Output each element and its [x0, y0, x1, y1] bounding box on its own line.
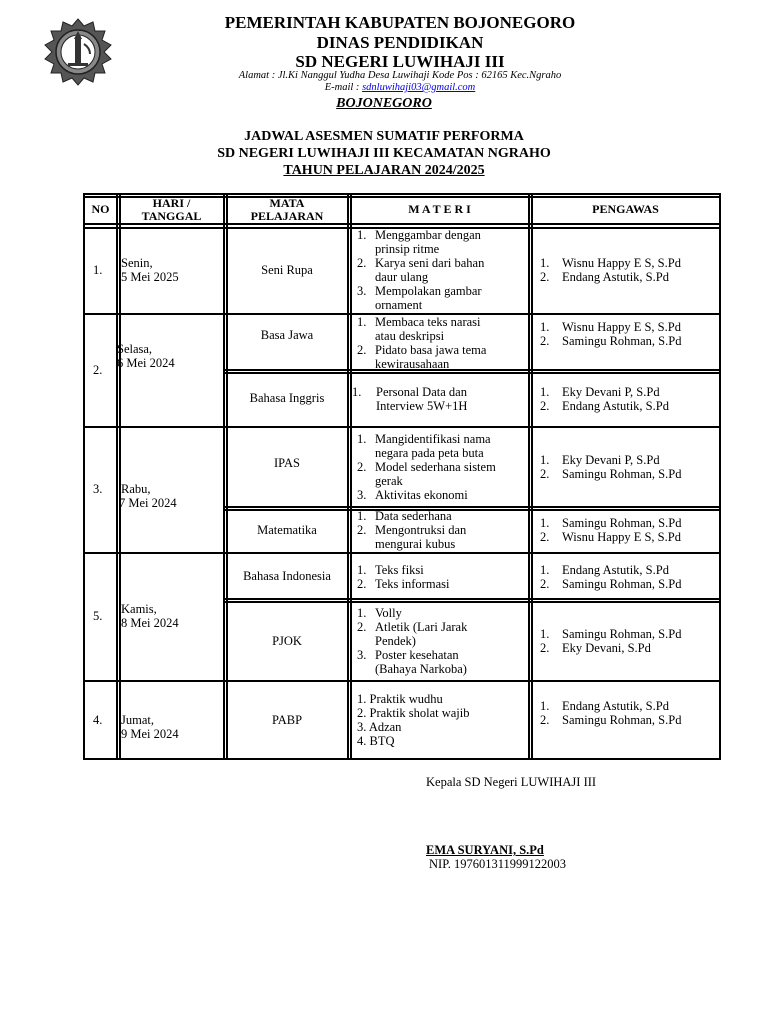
- material-text: BTQ: [369, 734, 395, 748]
- header-school: SD NEGERI LUWIHAJI III: [295, 52, 505, 71]
- material-item: [357, 734, 527, 748]
- subject-name: Matematika: [257, 523, 317, 537]
- subject-name: Basa Jawa: [260, 328, 314, 342]
- material-list: [357, 606, 527, 676]
- date: 7 Mei 2024: [119, 496, 177, 510]
- table-border-left: [83, 193, 85, 760]
- supervisor-number: 2.: [540, 641, 550, 655]
- material-list: [357, 432, 527, 502]
- day-name: Kamis,: [121, 602, 157, 616]
- supervisor-item: [540, 334, 718, 348]
- supervisor-item: [540, 563, 718, 577]
- subrow-divider: [223, 601, 721, 603]
- material-text: Data sederhana: [375, 509, 452, 523]
- material-list: [357, 228, 527, 312]
- material-text: kewirausahaan: [375, 357, 450, 371]
- supervisor-list: [540, 627, 718, 655]
- subject-name: Seni Rupa: [261, 263, 313, 277]
- material-text: ornament: [375, 298, 423, 312]
- material-item: [357, 648, 527, 676]
- row-divider: [83, 426, 721, 428]
- title-line-3: TAHUN PELAJARAN 2024/2025: [283, 163, 485, 178]
- supervisor-number: 1.: [540, 453, 550, 467]
- material-text: Model sederhana sistem: [375, 460, 496, 474]
- material-list: [357, 509, 527, 551]
- supervisor-item: [540, 399, 718, 413]
- supervisor-item: [540, 467, 718, 481]
- material-number: 1.: [357, 432, 367, 446]
- material-text: (Bahaya Narkoba): [375, 662, 467, 676]
- material-text: Pendek): [375, 634, 416, 648]
- supervisor-name: Eky Devani P, S.Pd: [562, 453, 660, 467]
- supervisor-number: 2.: [540, 399, 550, 413]
- material-text: mengurai kubus: [375, 537, 456, 551]
- supervisor-name: Samingu Rohman, S.Pd: [562, 334, 682, 348]
- table-border-top: [83, 193, 721, 195]
- material-text: Aktivitas ekonomi: [375, 488, 468, 502]
- col-header-subject-2: PELAJARAN: [250, 209, 324, 223]
- subject-name: PJOK: [272, 634, 302, 648]
- supervisor-number: 2.: [540, 467, 550, 481]
- supervisor-item: [540, 516, 718, 530]
- row-number: 4.: [93, 713, 103, 727]
- material-item: [357, 228, 527, 256]
- col-header-day-1: HARI /: [152, 196, 191, 210]
- supervisor-name: Samingu Rohman, S.Pd: [562, 516, 682, 530]
- material-text: Praktik sholat wajib: [369, 706, 470, 720]
- material-number: 1.: [357, 509, 367, 523]
- material-text: atau deskripsi: [375, 329, 445, 343]
- signature-nip: NIP. 197601311999122003: [429, 857, 567, 871]
- material-number: 3.: [357, 488, 367, 502]
- supervisor-number: 1.: [540, 516, 550, 530]
- supervisor-number: 2.: [540, 577, 550, 591]
- header-agency: DINAS PENDIDIKAN: [316, 33, 484, 52]
- col-divider: [531, 193, 533, 760]
- header-city: BOJONEGORO: [336, 96, 432, 111]
- supervisor-item: [540, 627, 718, 641]
- supervisor-name: Eky Devani, S.Pd: [562, 641, 651, 655]
- supervisor-item: [540, 320, 718, 334]
- supervisor-item: [540, 713, 718, 727]
- date: 6 Mei 2024: [117, 356, 175, 370]
- material-item: [357, 509, 527, 523]
- material-text: Interview 5W+1H: [376, 399, 468, 413]
- supervisor-list: [540, 320, 718, 348]
- col-header-material: M A T E R I: [408, 202, 471, 216]
- col-divider: [116, 193, 118, 760]
- date: 5 Mei 2025: [121, 270, 179, 284]
- material-item: [357, 460, 527, 488]
- material-text: Mengontruksi dan: [375, 523, 467, 537]
- material-text: daur ulang: [375, 270, 429, 284]
- col-divider: [350, 193, 352, 760]
- material-number: 2.: [357, 620, 367, 634]
- subject-name: Bahasa Indonesia: [243, 569, 331, 583]
- material-text: Volly: [375, 606, 402, 620]
- material-text: Karya seni dari bahan: [375, 256, 485, 270]
- col-divider: [528, 193, 530, 760]
- supervisor-item: [540, 530, 718, 544]
- supervisor-number: 2.: [540, 713, 550, 727]
- material-text: Atletik (Lari Jarak: [375, 620, 468, 634]
- supervisor-list: [540, 256, 718, 284]
- material-item: [357, 606, 527, 620]
- supervisor-number: 2.: [540, 530, 550, 544]
- signature-role: Kepala SD Negeri LUWIHAJI III: [426, 775, 597, 789]
- subrow-divider: [223, 372, 721, 374]
- supervisor-number: 1.: [540, 627, 550, 641]
- material-number: 1.: [357, 606, 367, 620]
- supervisor-name: Samingu Rohman, S.Pd: [562, 713, 682, 727]
- material-text: gerak: [375, 474, 403, 488]
- supervisor-item: [540, 270, 718, 284]
- col-header-no: NO: [91, 202, 110, 216]
- supervisor-name: Samingu Rohman, S.Pd: [562, 627, 682, 641]
- material-text: Mangidentifikasi nama: [375, 432, 491, 446]
- subrow-divider: [223, 506, 721, 508]
- material-item: [357, 343, 527, 371]
- material-text: Praktik wudhu: [369, 692, 443, 706]
- material-number: 2.: [357, 577, 367, 591]
- header-address: Alamat : Jl.Ki Nanggul Yudha Desa Luwihaji Kode Pos : 62165 Kec.Ngraho: [238, 70, 562, 81]
- material-item: [357, 563, 527, 577]
- material-number: 1.: [357, 228, 367, 242]
- title-line-1: JADWAL ASESMEN SUMATIF PERFORMA: [244, 129, 524, 144]
- row-number: 2.: [93, 363, 103, 377]
- material-list: [352, 385, 527, 413]
- material-text: Adzan: [368, 720, 402, 734]
- supervisor-name: Eky Devani P, S.Pd: [562, 385, 660, 399]
- material-number: 2.: [357, 523, 367, 537]
- subject-name: Bahasa Inggris: [249, 391, 325, 405]
- supervisor-number: 1.: [540, 699, 550, 713]
- material-item: [357, 706, 527, 720]
- material-list: [357, 563, 527, 591]
- material-item: [357, 284, 527, 312]
- subrow-divider: [223, 598, 721, 600]
- supervisor-list: [540, 516, 718, 544]
- email-link[interactable]: sdnluwihaji03@gmail.com: [362, 82, 476, 93]
- material-number: 3.: [357, 284, 367, 298]
- supervisor-name: Endang Astutik, S.Pd: [562, 563, 669, 577]
- col-divider: [223, 193, 225, 760]
- material-item: [357, 256, 527, 284]
- material-text: negara pada peta buta: [375, 446, 484, 460]
- supervisor-list: [540, 699, 718, 727]
- supervisor-number: 1.: [540, 320, 550, 334]
- subject-name: PABP: [271, 713, 303, 727]
- material-number: 2.: [357, 706, 370, 720]
- title-line-2: SD NEGERI LUWIHAJI III KECAMATAN NGRAHO: [217, 146, 551, 161]
- col-header-subject-1: MATA: [269, 196, 305, 210]
- supervisor-name: Endang Astutik, S.Pd: [562, 270, 669, 284]
- row-divider: [83, 680, 721, 682]
- material-item: [357, 620, 527, 648]
- supervisor-list: [540, 563, 718, 591]
- material-item: [357, 523, 527, 551]
- email-label: E-mail :: [324, 82, 363, 93]
- col-divider: [226, 193, 228, 760]
- supervisor-number: 2.: [540, 334, 550, 348]
- supervisor-number: 1.: [540, 385, 550, 399]
- col-header-day-2: TANGGAL: [141, 209, 202, 223]
- supervisor-number: 2.: [540, 270, 550, 284]
- material-number: 1.: [357, 692, 370, 706]
- material-text: Mempolakan gambar: [375, 284, 482, 298]
- supervisor-name: Endang Astutik, S.Pd: [562, 399, 669, 413]
- header-government: PEMERINTAH KABUPATEN BOJONEGORO: [224, 13, 576, 32]
- material-list: [357, 315, 527, 371]
- row-number: 5.: [93, 609, 103, 623]
- supervisor-number: 1.: [540, 256, 550, 270]
- material-number: 1.: [357, 563, 367, 577]
- supervisor-name: Wisnu Happy E S, S.Pd: [562, 256, 681, 270]
- material-item: [352, 385, 527, 413]
- material-number: 2.: [357, 460, 367, 474]
- supervisor-item: [540, 577, 718, 591]
- row-divider: [83, 223, 721, 225]
- subject-name: IPAS: [274, 456, 300, 470]
- material-text: Pidato basa jawa tema: [375, 343, 487, 357]
- material-number: 1.: [357, 315, 367, 329]
- material-text: Teks fiksi: [375, 563, 424, 577]
- row-divider: [83, 552, 721, 554]
- material-number: 3.: [357, 720, 369, 734]
- material-number: 2.: [357, 343, 367, 357]
- supervisor-list: [540, 453, 718, 481]
- row-number: 1.: [93, 263, 103, 277]
- day-name: Selasa,: [117, 342, 153, 356]
- material-item: [357, 577, 527, 591]
- supervisor-item: [540, 453, 718, 467]
- supervisor-name: Samingu Rohman, S.Pd: [562, 577, 682, 591]
- supervisor-name: Samingu Rohman, S.Pd: [562, 467, 682, 481]
- material-number: 1.: [352, 385, 362, 399]
- signature-name: EMA SURYANI, S.Pd: [426, 843, 544, 857]
- day-name: Senin,: [121, 256, 153, 270]
- table-border-right: [719, 193, 721, 760]
- material-item: [357, 692, 527, 706]
- date: 8 Mei 2024: [121, 616, 179, 630]
- material-text: Membaca teks narasi: [375, 315, 481, 329]
- material-item: [357, 720, 527, 734]
- supervisor-name: Wisnu Happy E S, S.Pd: [562, 320, 681, 334]
- material-text: Poster kesehatan: [375, 648, 459, 662]
- supervisor-item: [540, 385, 718, 399]
- supervisor-item: [540, 699, 718, 713]
- col-header-supervisor: PENGAWAS: [592, 202, 659, 216]
- material-item: [357, 432, 527, 460]
- day-name: Jumat,: [121, 713, 154, 727]
- material-number: 2.: [357, 256, 367, 270]
- row-number: 3.: [93, 482, 103, 496]
- supervisor-name: Endang Astutik, S.Pd: [562, 699, 669, 713]
- material-text: Personal Data dan: [376, 385, 467, 399]
- material-text: Teks informasi: [375, 577, 450, 591]
- material-item: [357, 488, 527, 502]
- material-number: 4.: [357, 734, 370, 748]
- table-border-bottom: [83, 758, 721, 760]
- supervisor-item: [540, 641, 718, 655]
- supervisor-name: Wisnu Happy E S, S.Pd: [562, 530, 681, 544]
- date: 9 Mei 2024: [121, 727, 179, 741]
- day-name: Rabu,: [121, 482, 151, 496]
- material-number: 3.: [357, 648, 367, 662]
- material-text: prinsip ritme: [375, 242, 440, 256]
- material-list: [357, 692, 527, 748]
- col-divider: [347, 193, 349, 760]
- material-item: [357, 315, 527, 343]
- supervisor-number: 1.: [540, 563, 550, 577]
- supervisor-list: [540, 385, 718, 413]
- supervisor-item: [540, 256, 718, 270]
- material-text: Menggambar dengan: [375, 228, 481, 242]
